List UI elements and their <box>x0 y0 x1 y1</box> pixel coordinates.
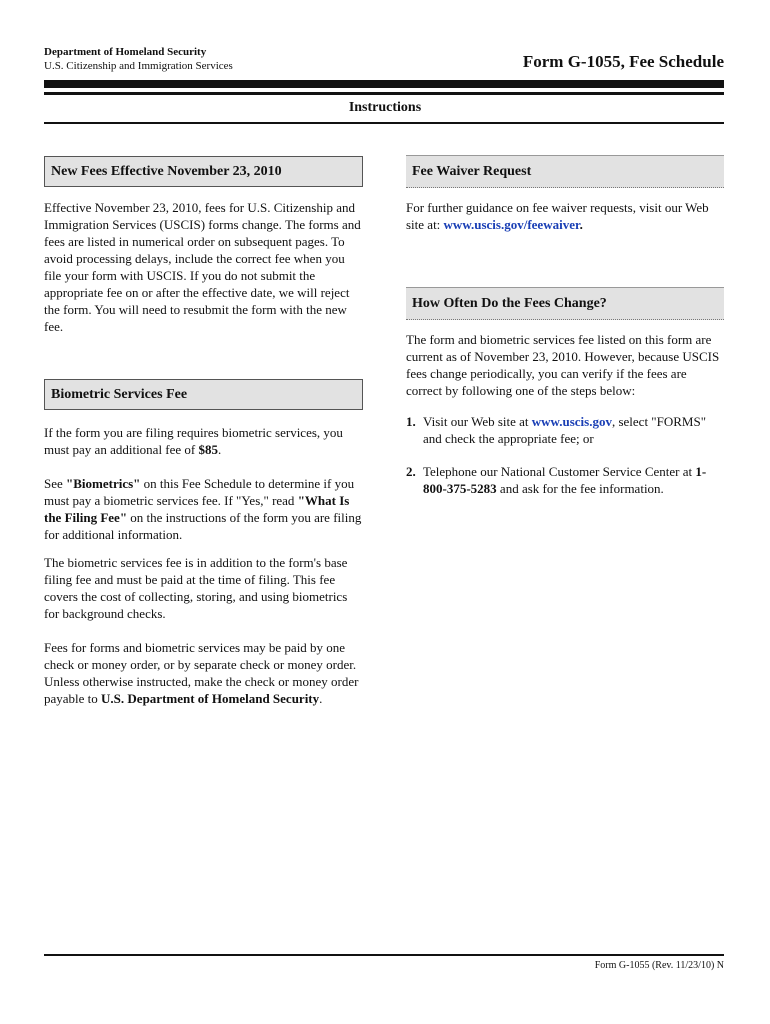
biometric-section <box>44 424 362 707</box>
header-thin-rule <box>44 92 724 95</box>
step-2-number: 2. <box>406 464 416 479</box>
agency-block <box>44 45 233 73</box>
step-1-text <box>423 413 724 447</box>
biometric-paragraph-3: The biometric services fee is in addition to the form's base filing fee and must be paid at the time of filing. This fee covers the cost of collecting, storing, and using biometrics for background checks. <box>44 555 348 621</box>
new-fees-section <box>44 199 362 335</box>
step-1-intro: Visit our Web site at <box>423 414 532 429</box>
biometric-p2-end: on the instructions of the form you are filing for additional information. <box>44 510 362 542</box>
fee-waiver-link[interactable]: www.uscis.gov/feewaiver <box>443 217 580 232</box>
biometric-p1-text: If the form you are filing requires biometric services, you must pay an additional fee of <box>44 425 343 457</box>
fee-waiver-body <box>406 199 724 233</box>
form-revision: Form G-1055 (Rev. 11/23/10) N <box>594 960 724 971</box>
fee-waiver-section <box>406 199 724 233</box>
step-telephone <box>406 463 724 497</box>
fee-waiver-heading: Fee Waiver Request <box>406 155 724 188</box>
step-2-rest: and ask for the fee information. <box>496 481 664 496</box>
step-2-intro: Telephone our National Customer Service Center at <box>423 464 696 479</box>
form-title: Form G-1055, Fee Schedule <box>522 52 724 71</box>
fee-change-body: The form and biometric services fee listed on this form are current as of November 23, 2010. However, because USCIS fees change periodically, you can verify if the fees are correct by following one of the steps below: <box>406 332 720 398</box>
step-1-number: 1. <box>406 414 416 429</box>
biometric-p1-end: . <box>218 442 222 457</box>
step-1-rest: , select "FORMS" and check the appropriate fee; or <box>423 414 707 446</box>
fee-waiver-text: For further guidance on fee waiver requests, visit our Web site at: <box>406 200 709 232</box>
biometric-p2-middle: on this Fee Schedule to determine if you must pay a biometric services fee. If "Yes," read <box>44 476 355 508</box>
filing-fee-reference: "What Is the Filing Fee" <box>44 493 350 525</box>
header-thick-rule <box>44 80 724 88</box>
payment-text: Fees for forms and biometric services may be paid by one check or money order, or by separate check or money order. Unless otherwise instructed, make the check or money order payable to <box>44 640 359 706</box>
section-title-rule <box>44 122 724 124</box>
footer-rule <box>44 954 724 956</box>
biometric-paragraph-2 <box>44 475 362 543</box>
biometric-heading: Biometric Services Fee <box>44 379 363 410</box>
uscis-website-link[interactable]: www.uscis.gov <box>531 414 612 429</box>
biometric-paragraph-4 <box>44 639 362 707</box>
new-fees-heading: New Fees Effective November 23, 2010 <box>44 156 363 187</box>
phone-number: 1-800-375-5283 <box>423 464 707 496</box>
fee-verification-steps <box>406 413 724 497</box>
biometric-paragraph-1 <box>44 424 362 458</box>
payment-end: . <box>319 691 323 706</box>
department-name: Department of Homeland Security <box>44 46 207 58</box>
fee-change-heading: How Often Do the Fees Change? <box>406 287 724 320</box>
biometric-fee-amount: $85 <box>198 442 219 457</box>
new-fees-body: Effective November 23, 2010, fees for U.S. Citizenship and Immigration Services (USCIS) forms change. The forms and fees are listed in numerical order on subsequent pages. To avoid processing delays, include the correct fee when you file your form with USCIS. If you do not submit the appropriate fee on or after the effective date, we will reject the form. You will need to resubmit the form with the new fee. <box>44 200 361 334</box>
biometric-p2-text: See <box>44 476 67 491</box>
payee-name: U.S. Department of Homeland Security <box>101 691 320 706</box>
biometrics-reference: "Biometrics" <box>66 476 141 491</box>
fee-waiver-end: . <box>579 217 583 232</box>
step-2-text <box>423 463 724 497</box>
step-website <box>406 413 724 447</box>
section-title: Instructions <box>348 100 422 115</box>
agency-name: U.S. Citizenship and Immigration Services <box>44 60 233 72</box>
fee-change-section <box>406 331 724 513</box>
